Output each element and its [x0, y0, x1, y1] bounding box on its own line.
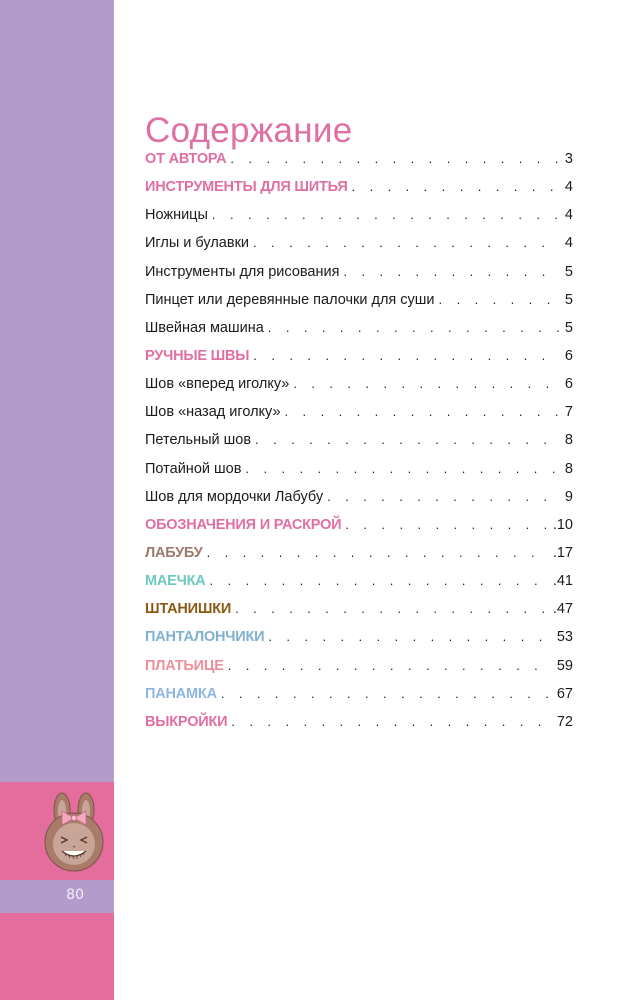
toc-entry-page-number: 67	[556, 685, 573, 702]
toc-section-entry[interactable]	[145, 595, 573, 623]
dot-leader	[293, 370, 559, 398]
toc-entry[interactable]	[145, 286, 573, 314]
toc-entry-label: Швейная машина	[145, 319, 264, 336]
dot-leader	[245, 455, 559, 483]
page-title: Содержание	[145, 111, 353, 151]
toc-entry-page-number: 9	[564, 488, 573, 505]
sidebar	[0, 0, 114, 1000]
toc-entry-page-number: 3	[564, 151, 573, 167]
toc-entry-page-number: 8	[564, 432, 573, 449]
toc-entry-page-number: 53	[556, 629, 573, 646]
toc-section-entry[interactable]	[145, 145, 573, 173]
toc-entry-page-number: .47	[552, 601, 573, 618]
toc-entry-page-number: 4	[564, 179, 573, 196]
dot-leader	[327, 483, 559, 511]
dot-leader	[255, 426, 559, 454]
toc-entry-label: ВЫКРОЙКИ	[145, 713, 228, 730]
toc-entry-page-number: .17	[552, 544, 573, 561]
toc-entry-label: Шов «вперед иголку»	[145, 376, 290, 393]
toc-section-entry[interactable]	[145, 708, 573, 736]
toc-section-entry[interactable]	[145, 567, 573, 595]
toc-entry-page-number: 4	[564, 235, 573, 252]
labubu-bunny-mascot-icon	[38, 790, 110, 872]
toc-entry-label: Шов «назад иголку»	[145, 404, 281, 421]
toc-entry-page-number: 5	[564, 319, 573, 336]
toc-entry-label: Петельный шов	[145, 432, 252, 449]
toc-entry-label: ШТАНИШКИ	[145, 601, 232, 618]
toc-entry-label: ОТ АВТОРА	[145, 151, 227, 167]
dot-leader	[343, 258, 559, 286]
toc-entry-page-number: 5	[564, 263, 573, 280]
toc-section-entry[interactable]	[145, 680, 573, 708]
toc-entry-label: ЛАБУБУ	[145, 544, 203, 561]
dot-leader	[253, 229, 559, 257]
toc-section-entry[interactable]	[145, 623, 573, 651]
toc-entry[interactable]	[145, 398, 573, 426]
toc-entry[interactable]	[145, 229, 573, 257]
toc-entry-page-number: 8	[564, 460, 573, 477]
toc-entry-label: РУЧНЫЕ ШВЫ	[145, 347, 250, 364]
dot-leader	[352, 173, 559, 201]
toc-entry-label: Ножницы	[145, 207, 208, 224]
dot-leader	[210, 567, 549, 595]
toc-entry-label: Потайной шов	[145, 460, 242, 477]
toc-entry-page-number: 5	[564, 291, 573, 308]
dot-leader	[345, 511, 548, 539]
toc-entry-label: ПАНАМКА	[145, 685, 217, 702]
toc-entry[interactable]	[145, 426, 573, 454]
toc-entry-label: Инструменты для рисования	[145, 263, 340, 280]
toc-section-entry[interactable]	[145, 652, 573, 680]
toc-section-entry[interactable]	[145, 173, 573, 201]
toc-entry[interactable]	[145, 201, 573, 229]
dot-leader	[228, 652, 553, 680]
toc-entry[interactable]	[145, 314, 573, 342]
toc-entry[interactable]	[145, 483, 573, 511]
toc-entry-label: ПАНТАЛОНЧИКИ	[145, 629, 265, 646]
toc-entry-label: ОБОЗНАЧЕНИЯ И РАСКРОЙ	[145, 516, 342, 533]
toc-entry-label: ПЛАТЬИЦЕ	[145, 657, 224, 674]
dot-leader	[285, 398, 559, 426]
sidebar-pink-bottom-band	[0, 913, 114, 1000]
dot-leader	[231, 708, 552, 736]
dot-leader	[235, 595, 549, 623]
toc-entry-label: Пинцет или деревянные палочки для суши	[145, 291, 435, 308]
toc-entry-page-number: 59	[556, 657, 573, 674]
toc-entry-page-number: 72	[556, 713, 573, 730]
toc-entry-label: МАЕЧКА	[145, 573, 206, 590]
toc-entry[interactable]	[145, 370, 573, 398]
page-number: 80	[66, 887, 84, 903]
toc-entry-page-number: .10	[552, 516, 573, 533]
toc-entry-label: Шов для мордочки Лабубу	[145, 488, 324, 505]
dot-leader	[212, 201, 559, 229]
dot-leader	[268, 314, 559, 342]
toc-entry-page-number: 4	[564, 207, 573, 224]
toc-entry-page-number: 7	[564, 404, 573, 421]
toc-entry[interactable]	[145, 258, 573, 286]
toc-section-entry[interactable]	[145, 342, 573, 370]
dot-leader	[221, 680, 553, 708]
toc-entry-label: ИНСТРУМЕНТЫ ДЛЯ ШИТЬЯ	[145, 179, 348, 196]
dot-leader	[253, 342, 559, 370]
dot-leader	[439, 286, 559, 314]
dot-leader	[230, 145, 559, 173]
toc-entry[interactable]	[145, 455, 573, 483]
toc-entry-label: Иглы и булавки	[145, 235, 250, 252]
toc-entry-page-number: .41	[552, 573, 573, 590]
dot-leader	[207, 539, 549, 567]
toc-section-entry[interactable]	[145, 511, 573, 539]
toc-entry-page-number: 6	[564, 376, 573, 393]
toc-section-entry[interactable]	[145, 539, 573, 567]
dot-leader	[268, 623, 552, 651]
table-of-contents	[145, 145, 573, 736]
toc-entry-page-number: 6	[564, 347, 573, 364]
sidebar-lavender-band	[0, 0, 114, 782]
